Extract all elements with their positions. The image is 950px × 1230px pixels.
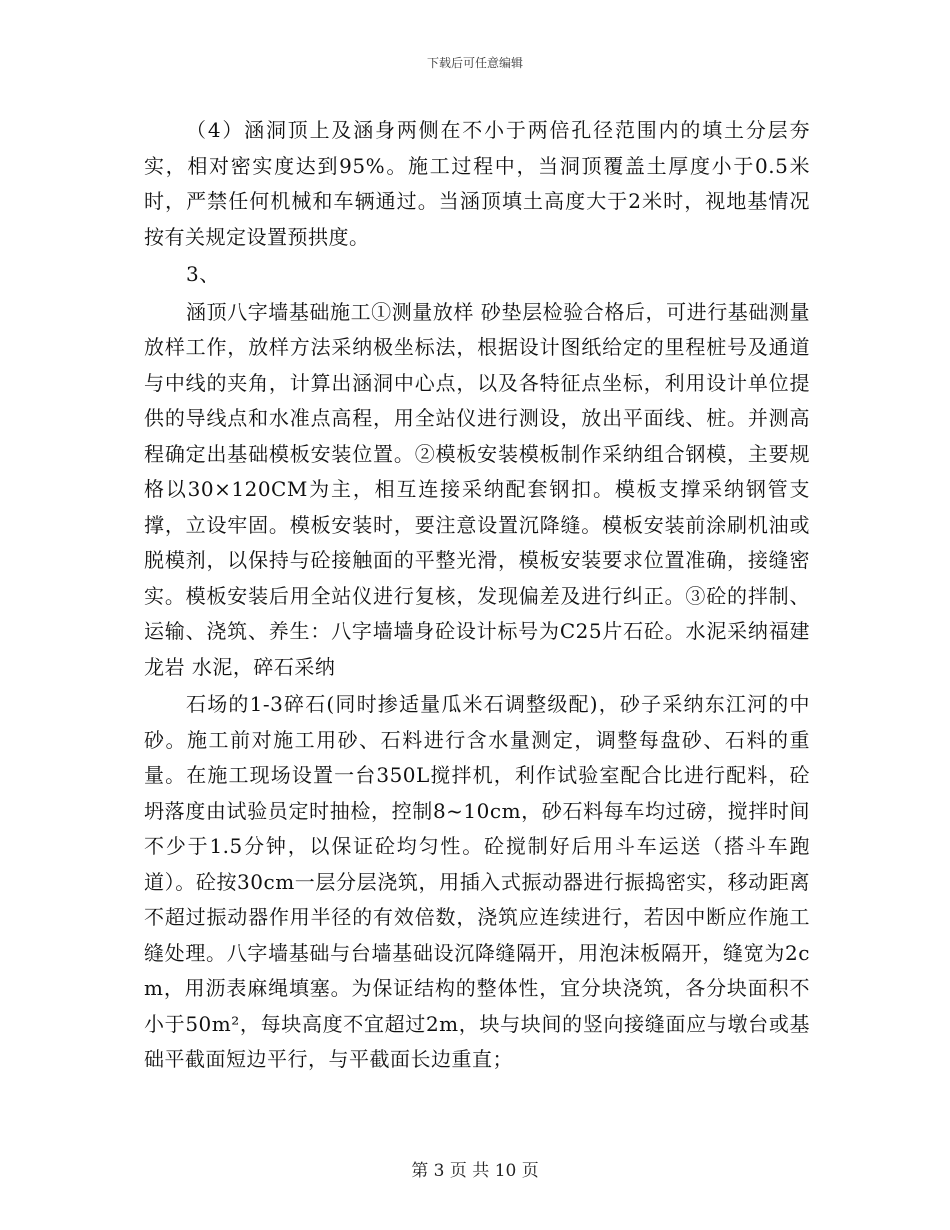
page-footer: 第 3 页 共 10 页	[411, 1161, 539, 1181]
paragraph-concrete-pouring: 石场的1-3碎石(同时掺适量瓜米石调整级配)，砂子采纳东江河的中砂。施工前对施工用砂、石料进行含水量测定，调整每盘砂、石料的重量。在施工现场设置一台350L搅拌机，利作试验室配合比进行配料，砼坍落度由试验员定时抽检，控制8~10cm，砂石料每车均过磅，搅拌时间不少于1.5分钟，以保证砼均匀性。砼搅制好后用斗车运送（搭斗车跑道）。砼按30cm一层分层浇筑，用插入式振动器进行振捣密实，移动距离不超过振动器作用半径的有效倍数，浇筑应连续进行，若因中断应作施工缝处理。八字墙基础与台墙基础设沉降缝隔开，用泡沫板隔开，缝宽为2cm，用沥表麻绳填塞。为保证结构的整体性，宜分块浇筑，各分块面积不小于50m²，每块高度不宜超过2m，块与块间的竖向接缝面应与墩台或基础平截面短边平行，与平截面长边重直；	[144, 692, 810, 1071]
paragraph-wing-wall-foundation: 涵顶八字墙基础施工①测量放样 砂垫层检验合格后，可进行基础测量放样工作，放样方法采纳极坐标法，根据设计图纸给定的里程桩号及通道与中线的夹角，计算出涵洞中心点，以及各特征点坐标，利用设计单位提供的导线点和水准点高程，用全站仪进行测设，放出平面线、桩。并测高程确定出基础模板安装位置。②模板安装模板制作采纳组合钢模，主要规格以30×120CM为主，相互连接采纳配套钢扣。模板支撑采纳钢管支撑，立设牢固。模板安装时，要注意设置沉降缝。模板安装前涂刷机油或脱模剂，以保持与砼接触面的平整光滑，模板安装要求位置准确，接缝密实。模板安装后用全站仪进行复核，发现偏差及进行纠正。③砼的拌制、运输、浇筑、养生：八字墙墙身砼设计标号为C25片石砼。水泥采纳福建龙岩 水泥，碎石采纳	[144, 299, 810, 679]
page-header: 下载后可任意编辑	[426, 56, 523, 70]
document-body	[144, 111, 810, 1078]
paragraph-fill-compaction: （4）涵洞顶上及涵身两侧在不小于两倍孔径范围内的填土分层夯实，相对密实度达到95%。施工过程中，当洞顶覆盖土厚度小于0.5米时，严禁任何机械和车辆通过。当涵顶填土高度大于2米时，视地基情况按有关规定设置预拱度。	[144, 118, 810, 249]
section-number: 3、	[186, 262, 220, 286]
